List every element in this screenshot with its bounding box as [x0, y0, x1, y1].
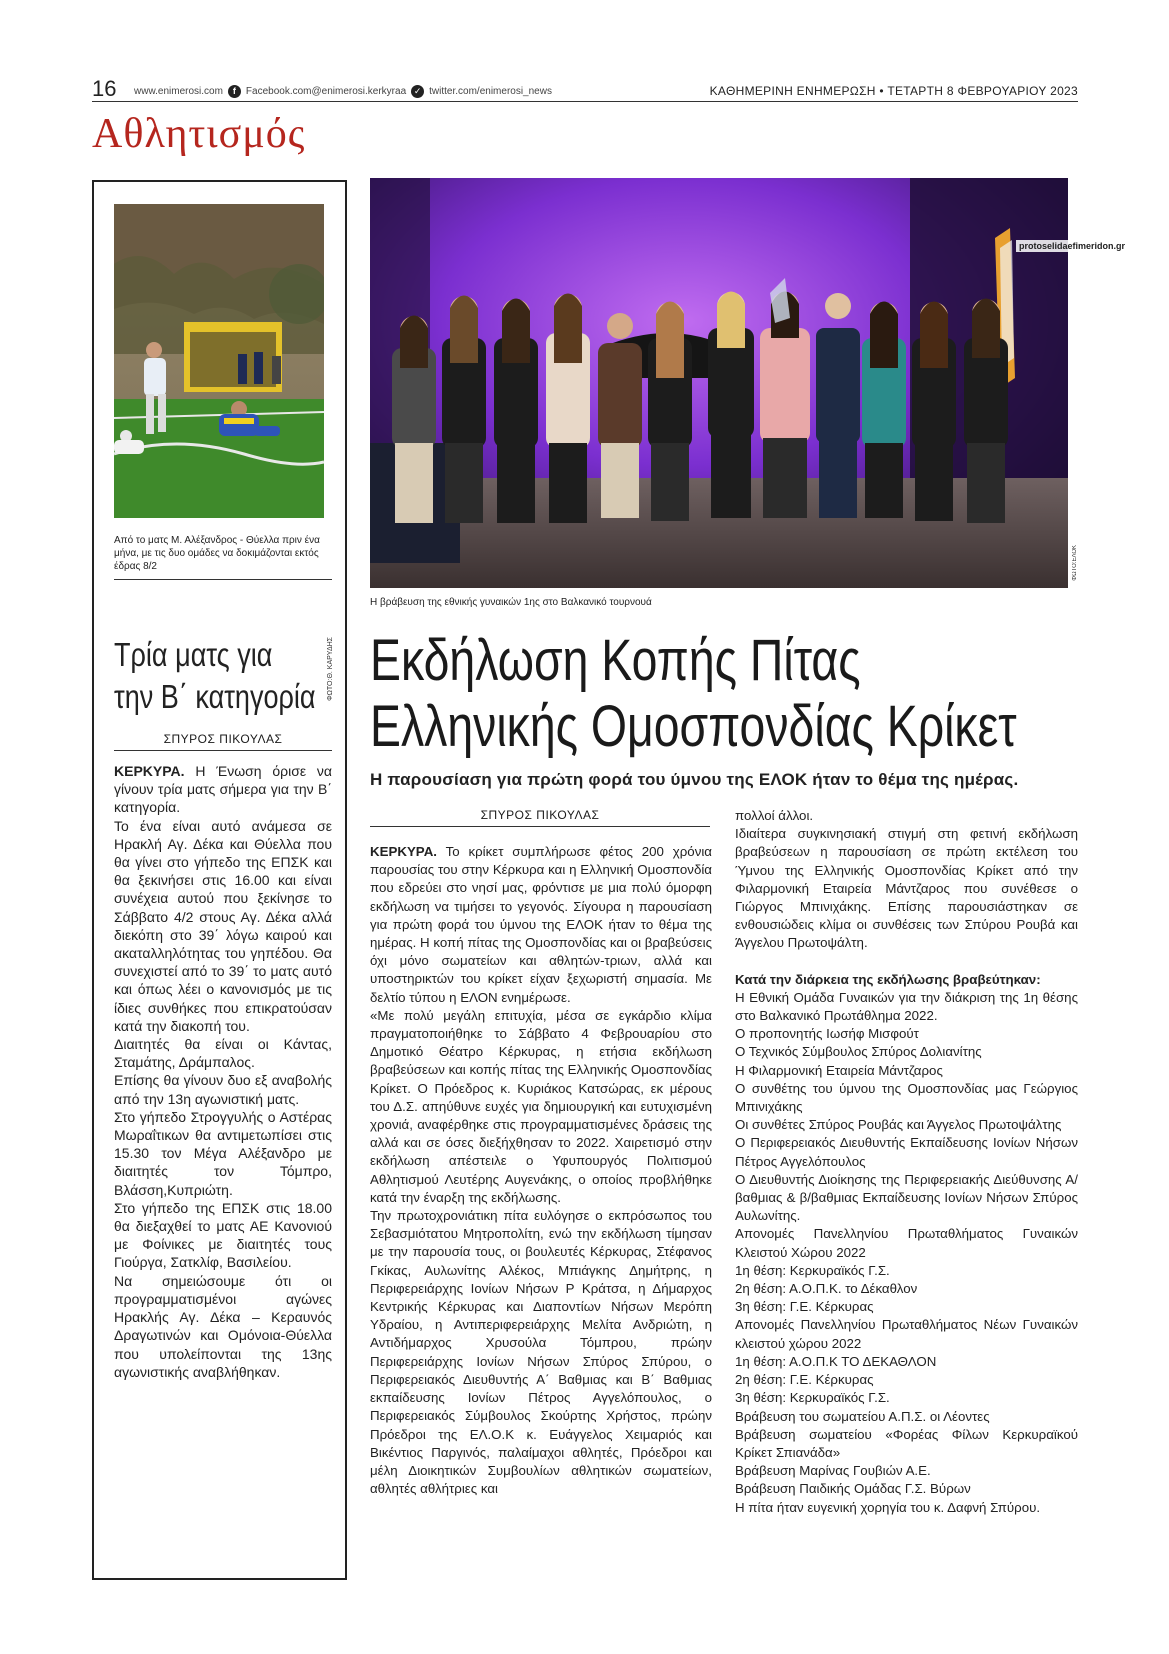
football-match-image — [114, 204, 324, 518]
photo-credit: ΦΩΤΟ:Θ. ΚΑΡΥΔΗΣ — [327, 637, 334, 701]
paragraph: Στο γήπεδο της ΕΠΣΚ στις 18.00 θα διεξαχθεί το ματς ΑΕ Κανονιού με Φοίνικες με διαιτητές τους Γιούργα, Σατκλίφ, Βασιλείου. — [114, 1199, 332, 1271]
award-item: Η Εθνική Ομάδα Γυναικών για την διάκριση της 1η θέσης στο Βαλκανικό Πρωτάθλημα 2022. — [735, 989, 1078, 1024]
paragraph: Επίσης θα γίνουν δυο εξ αναβολής από την 13η αγωνιστική ματς. — [114, 1072, 332, 1107]
dateline: ΚΕΡΚΥΡΑ. — [370, 844, 437, 859]
byline: ΣΠΥΡΟΣ ΠΙΚΟΥΛΑΣ — [114, 732, 332, 751]
dateline: ΚΕΡΚΥΡΑ. — [114, 763, 185, 779]
sidebar-body — [114, 762, 332, 1381]
award-item: Ο Διευθυντής Διοίκησης της Περιφερειακής Διεύθυνσης Α/βαθμιας & β/βαθμιας Εκπαίδευσης Ιονίων Νήσων Σπύρος Αυλωνίτης. — [735, 1171, 1078, 1224]
lead-text: Το κρίκετ συμπλήρωσε φέτος 200 χρόνια παρουσίας του στην Κέρκυρα και η Ελληνική Ομοσπονδία που εδρεύει στο νησί μας, φρόντισε με μια πολύ όμορφη εκδήλωση να τιμήσει το γεγονός. Σίγουρα η παρουσίαση για πρώτη φορά του ύμνου της ΕΛΟΚ ήταν το θέμα της ημέρας. Η κοπή πίτας της Ομοσπονδίας και οι βραβεύσεις όχι μόνο σωματείων και αθλητών-τριων, αλλά και υποστηρικτών του κρίκετ είχαν ξεχωριστή σημασία. Με δελτίο τύπου η ΕΛΟΝ ενημέρωσε. — [370, 844, 712, 1005]
article-column-1 — [370, 843, 712, 1498]
award-item: Οι συνθέτες Σπύρος Ρουβάς και Άγγελος Πρωτοψάλτης — [735, 1117, 1062, 1133]
paragraph: Το ένα είναι αυτό ανάμεσα σε Ηρακλή Αγ. Δέκα και Θύελλα που θα γίνει στο γήπεδο της ΕΠΣΚ και θα ξεκινήσει στις 16.00 και είναι συνέχεια αυτού που ξεκίνησε το Σάββατο 4/2 στους Αγ. Δέκα αλλά διεκόπη στο 39΄ λόγω καιρού και ακαταλληλότητας του γηπέδου. Θα συνεχιστεί από το 39΄ το ματς αυτό και όπως λέει ο κανονισμός με τις ίδιες συνθήκες που επικρατούσαν κατά την διακοπή του. — [114, 817, 332, 1034]
website-link[interactable]: www.enimerosi.com — [134, 86, 223, 97]
award-item: Βράβευση Παιδικής Ομάδας Γ.Σ. Βύρων — [735, 1481, 971, 1497]
award-item: 3η θέση: Κερκυραϊκός Γ.Σ. — [735, 1390, 890, 1406]
award-item: Απονομές Πανελληνίου Πρωταθλήματος Γυναικών Κλειστού Χώρου 2022 — [735, 1226, 1078, 1260]
photo-caption: Από το ματς Μ. Αλέξανδρος - Θύελλα πριν ένα μήνα, με τις δυο ομάδες να δοκιμάζονται εκτός έδρας 8/2 — [114, 534, 332, 580]
twitter-icon: ✓ — [411, 85, 424, 98]
paragraph: Ιδιαίτερα συγκινησιακή στιγμή στη φετινή εκδήλωση βραβεύσεων η παρουσίαση σε πρώτη εκτέλεση του Ύμνου της Ελληνικής Ομοσπονδίας Κρίκετ από την Φιλαρμονική Εταιρεία Μάντζαρος που συνέθεσε ο Γιώργος Μπινιχάκης. Επίσης παρουσιάστηκαν σε ενθουσιώδεις κλίμα οι συνθέσεις των Σπύρου Ρουβά και Άγγελου Πρωτοψάλτη. — [735, 826, 1078, 951]
publication-info — [710, 84, 1078, 98]
lead-text: Η Ένωση όρισε να γίνουν τρία ματς σήμερα για την Β΄ κατηγορία. — [114, 763, 332, 816]
paragraph: Την πρωτοχρονιάτικη πίτα ευλόγησε ο εκπρόσωπος του Σεβασμιότατου Μητροπολίτη, ενώ την εκδήλωση τίμησαν με την παρουσία τους, οι βουλευτές Κέρκυρας, Στέφανος Γκίκας, Αυλωνίτης Αλέκος, Μπιάγκης Δημήτρης, η Περιφερειάρχης Ιονίων Νήσων Ρ Κράτσα, η Δήμαρχος Κεντρικής Κέρκυρας και Διαποντίων Νήσων Μερόπη Υδραίου, η Αντιπεριφερειάρχης Μελίτα Ανδριώτη, η Αντιδήμαρχος Χρυσούλα Τόμπρου, πρώην Περιφερειάρχης Ιονίων Νήσων Σπύρος Σπύρου, ο Περιφερειακός Διευθυντής Α΄ Βαθμιας και Β΄ Βαθμιας εκπαίδευσης Ιονίων Πέτρος Αγγελόπουλος, ο Περιφερειακός Σύμβουλος Σκούρτης Χρήστος, πρώην Πρόεδροι της ΕΛ.Ο.Κ κ. Ευάγγελος Χειμαριός και Βικέντιος Παργινός, παλαίμαχοι αθλητές, Πρόεδροι και μέλη Διοικητικών Συμβουλίων αθλητικών σωματείων, αθλητές αθλήτριες και — [370, 1208, 712, 1497]
award-item: Η πίτα ήταν ευγενική χορηγία του κ. Δαφνή Σπύρου. — [735, 1499, 1041, 1515]
paragraph: Να σημειώσουμε ότι οι προγραμματισμένοι αγώνες Ηρακλής Αγ. Δέκα – Κεραυνός Δραγωτινών και Ομόνοια-Θύελλα που υπολείπονται της 13ης αγωνιστικής αναβλήθηκαν. — [114, 1272, 332, 1380]
award-item: Ο προπονητής Ιωσήφ Μισφούτ — [735, 1026, 919, 1042]
subheadline: Η παρουσίαση για πρώτη φορά του ύμνου της ΕΛΟΚ ήταν το θέμα της ημέρας. — [370, 770, 1019, 789]
award-item: 3η θέση: Γ.Ε. Κέρκυρας — [735, 1299, 874, 1315]
sidebar-headline — [114, 634, 316, 718]
main-headline-line-2: Ελληνικής Ομοσπονδίας Κρίκετ — [370, 694, 1017, 759]
publication-name: ΚΑΘΗΜΕΡΙΝΗ ΕΝΗΜΕΡΩΣΗ — [709, 84, 876, 98]
paragraph: πολλοί άλλοι. — [735, 808, 814, 823]
main-headline — [370, 628, 1017, 760]
award-item: Βράβευση Μαρίνας Γουβιών Α.Ε. — [735, 1463, 931, 1479]
award-item: Απονομές Πανελληνίου Πρωταθλήματος Νέων Γυναικών κλειστού χώρου 2022 — [735, 1317, 1078, 1351]
page-number: 16 — [92, 76, 117, 101]
main-photo-credit: ΦΩΤΟ:ΕΛΟΚ — [1072, 545, 1078, 581]
facebook-link[interactable]: Facebook.com@enimerosi.kerkyraa — [245, 86, 407, 97]
award-item: 1η θέση: Κερκυραϊκός Γ.Σ. — [735, 1262, 890, 1278]
section-title: Αθλητισμός — [92, 111, 306, 157]
main-headline-line-1: Εκδήλωση Κοπής Πίτας — [370, 628, 861, 693]
award-item: Ο Τεχνικός Σύμβουλος Σπύρος Δολιανίτης — [735, 1044, 982, 1060]
award-item: Βράβευση του σωματείου Α.Π.Σ. οι Λέοντες — [735, 1408, 990, 1424]
award-item: Ο Περιφερειακός Διευθυντής Εκπαίδευσης Ιονίων Νήσων Πέτρος Αγγελόπουλος — [735, 1135, 1078, 1169]
page-header — [92, 76, 1078, 102]
awards-list — [735, 989, 1078, 1517]
awards-heading: Κατά την διάρκεια της εκδήλωσης βραβεύτηκαν: — [735, 971, 1041, 987]
award-item: 2η θέση: Γ.Ε. Κέρκυρας — [735, 1372, 874, 1388]
paragraph: Διαιτητές θα είναι οι Κάντας, Σταμάτης, Δράμπαλος. — [114, 1036, 332, 1071]
headline-line-2: την Β΄ κατηγορία — [114, 678, 316, 715]
award-ceremony-image — [370, 178, 1068, 588]
award-item: Βράβευση σωματείου «Φορέας Φίλων Κερκυραϊκού Κρίκετ Σπιανάδα» — [735, 1426, 1078, 1460]
headline-line-1: Τρία ματς για — [114, 636, 273, 673]
main-byline: ΣΠΥΡΟΣ ΠΙΚΟΥΛΑΣ — [370, 808, 710, 827]
lead-paragraph — [114, 762, 332, 817]
header-links — [134, 85, 552, 98]
paragraph: «Με πολύ μεγάλη επιτυχία, μέσα σε εγκάρδιο κλίμα πραγματοποιήθηκε το Σάββατο 4 Φεβρουαρίου στο Δημοτικό Θέατρο Κέρκυρας, η ετήσια εκδήλωση βραβεύσεων και κοπής πίτας της Ελληνικής Ομοσπονδίας Κρίκετ. Ο Πρόεδρος κ. Κυριάκος Κατσώρας, εκ μέρους του Δ.Σ. απηύθυνε ευχές για δημιουργική και ευτυχισμένη χρονιά, αναφέρθηκε στις προγραμματισμένες δράσεις της αλλά και σε όσες διεξήχθησαν το 2022. Χαιρετισμό στην εκδήλωση απέστειλε ο Υφυπουργός Πολιτισμού Αθλητισμού Λευτέρης Αυγενάκης, ο οποίος προβλήθηκε κατά την έναρξη της εκδήλωσης. — [370, 1007, 712, 1205]
main-photo-caption: Η βράβευση της εθνικής γυναικών 1ης στο Βαλκανικό τουρνουά — [370, 597, 652, 608]
watermark: protoselidaefimeridon.gr — [1016, 240, 1128, 252]
sidebar-article — [92, 180, 347, 1580]
paragraph: Στο γήπεδο Στρογγυλής ο Αστέρας Μωραΐτικων θα αντιμετωπίσει στις 15.30 τον Μέγα Αλέξανδρο με διαιτητές τον Τόμπρο, Βλάσση,Κυπριώτη. — [114, 1108, 332, 1198]
facebook-icon: f — [228, 85, 241, 98]
award-item: 1η θέση: Α.Ο.Π.Κ ΤΟ ΔΕΚΑΘΛΟΝ — [735, 1353, 937, 1369]
lead-paragraph — [370, 843, 712, 1007]
twitter-link[interactable]: twitter.com/enimerosi_news — [429, 86, 552, 97]
award-item: Η Φιλαρμονική Εταιρεία Μάντζαρος — [735, 1062, 943, 1078]
award-item: Ο συνθέτης του ύμνου της Ομοσπονδίας μας Γεώργιος Μπινιχάκης — [735, 1080, 1078, 1115]
issue-date: • ΤΕΤΑΡΤΗ 8 ΦΕΒΡΟΥΑΡΙΟΥ 2023 — [879, 84, 1078, 98]
article-column-2 — [735, 807, 1078, 1517]
football-match-photo — [114, 204, 324, 518]
award-ceremony-photo — [370, 178, 1068, 588]
award-item: 2η θέση: Α.Ο.Π.Κ. το Δέκαθλον — [735, 1281, 918, 1297]
spacer — [735, 953, 1078, 971]
